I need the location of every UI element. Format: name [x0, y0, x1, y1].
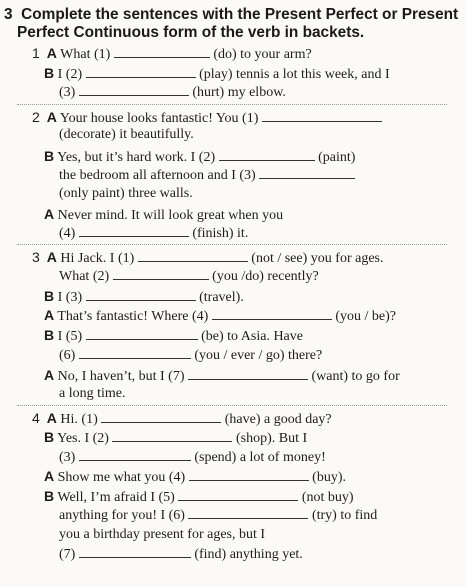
ex1-speaker-b: B — [44, 65, 55, 81]
ex4-a2-verb: (buy). — [312, 470, 346, 485]
ex4-blank-6[interactable] — [188, 506, 308, 519]
ex1-b-verb: (play) tennis a lot this week, and I — [199, 67, 390, 82]
ex2-number: 2 — [32, 109, 40, 125]
heading-text-1: Complete the sentences with the Present Perfect or Present — [21, 6, 459, 23]
ex2-a-l2: (decorate) it beautifully. — [59, 127, 194, 142]
ex1-blank-3[interactable] — [79, 83, 189, 96]
divider-2 — [17, 244, 447, 245]
ex4-b2-line2 — [59, 506, 377, 525]
ex3-a-text: Hi Jack. I (1) — [60, 251, 135, 266]
ex3-blank-5[interactable] — [86, 327, 198, 340]
ex1-b-text: I (2) — [57, 67, 83, 82]
ex1-blank-1[interactable] — [114, 45, 210, 58]
ex4-speaker-b2: B — [44, 488, 55, 504]
ex4-b-l2-verb: (spend) a lot of money! — [194, 450, 326, 465]
ex3-b-line1 — [44, 287, 244, 307]
ex2-b-line1 — [44, 147, 355, 167]
ex2-b-verb: (paint) — [318, 150, 356, 165]
ex4-a-verb: (have) a good day? — [224, 412, 332, 427]
ex2-a2-line1 — [44, 205, 283, 225]
ex1-speaker-a: A — [46, 45, 57, 61]
ex1-a-text: What (1) — [60, 47, 111, 62]
ex3-blank-7[interactable] — [188, 367, 308, 380]
ex4-number: 4 — [32, 410, 40, 426]
ex2-blank-3[interactable] — [259, 166, 355, 179]
ex4-b-line1 — [44, 428, 307, 448]
ex4-b2-line1 — [44, 487, 354, 507]
ex2-a2-line2 — [59, 224, 248, 243]
ex4-speaker-b: B — [44, 429, 55, 445]
ex4-blank-7[interactable] — [79, 545, 191, 558]
ex4-b2-l3: you a birthday present for ages, but I — [59, 527, 266, 542]
divider-1 — [17, 104, 447, 105]
ex3-blank-4[interactable] — [212, 307, 332, 320]
ex1-a-line1 — [32, 44, 312, 64]
ex3-a-verb: (not / see) you for ages. — [251, 251, 384, 266]
ex2-blank-4[interactable] — [79, 224, 189, 237]
ex3-a3-line2 — [59, 385, 126, 403]
ex4-a2-line1 — [44, 467, 346, 487]
ex3-b2-line2 — [59, 346, 322, 365]
ex3-a-line1 — [32, 248, 383, 268]
ex4-b2-l4-num: (7) — [59, 547, 76, 562]
ex4-b2-line4 — [59, 545, 303, 564]
ex4-a-line1 — [32, 409, 332, 429]
ex4-b-line2 — [59, 448, 326, 467]
ex3-b2-l2-num: (6) — [59, 348, 76, 363]
ex1-b-line1 — [44, 64, 390, 84]
ex4-b2-l4-verb: (find) anything yet. — [194, 547, 303, 562]
ex3-a-line2 — [59, 267, 319, 286]
ex4-b-text: Yes. I (2) — [57, 431, 109, 446]
ex2-a-text: Your house looks fantastic! You (1) — [59, 111, 259, 126]
ex4-b2-l2-text: anything for you! I (6) — [59, 508, 185, 523]
ex3-number: 3 — [32, 249, 40, 265]
ex2-a-line2 — [59, 126, 194, 144]
exercise-heading-line1 — [4, 6, 458, 24]
ex4-speaker-a: A — [46, 410, 57, 426]
ex3-a3-verb: (want) to go for — [311, 369, 400, 384]
ex1-a-verb: (do) to your arm? — [213, 47, 312, 62]
ex2-speaker-a: A — [46, 109, 57, 125]
ex2-a2-num: (4) — [59, 226, 76, 241]
ex3-a-l2-verb: (you /do) recently? — [212, 269, 319, 284]
ex2-blank-1[interactable] — [262, 109, 382, 122]
ex3-blank-1[interactable] — [138, 249, 248, 262]
exercise-heading-line2 — [17, 24, 364, 42]
ex2-a-line1 — [32, 108, 382, 128]
ex2-b-text: Yes, but it’s hard work. I (2) — [57, 150, 216, 165]
ex3-b2-text: I (5) — [57, 329, 83, 344]
ex1-b-l2-num: (3) — [59, 85, 76, 100]
ex3-speaker-a3: A — [44, 367, 55, 383]
ex2-b-l3: (only paint) three walls. — [59, 186, 193, 201]
divider-3 — [17, 405, 447, 406]
ex3-speaker-b: B — [44, 288, 55, 304]
ex3-a2-line1 — [44, 306, 396, 326]
ex3-a2-verb: (you / be)? — [335, 309, 396, 324]
ex2-speaker-b: B — [44, 148, 55, 164]
ex4-blank-3[interactable] — [79, 448, 191, 461]
heading-text-2: Perfect Continuous form of the verb in backets. — [17, 24, 365, 41]
ex4-b2-text: Well, I’m afraid I (5) — [57, 490, 175, 505]
ex2-blank-2[interactable] — [219, 148, 315, 161]
ex1-blank-2[interactable] — [86, 65, 196, 78]
ex3-speaker-a: A — [46, 249, 57, 265]
ex2-speaker-a2: A — [44, 206, 55, 222]
ex4-a2-text: Show me what you (4) — [57, 470, 186, 485]
ex4-b2-verb: (not buy) — [301, 490, 354, 505]
ex4-b-verb: (shop). But I — [235, 431, 308, 446]
ex3-b-verb: (travel). — [199, 290, 244, 305]
ex2-b-l2: the bedroom all afternoon and I (3) — [59, 168, 256, 183]
ex4-blank-4[interactable] — [189, 468, 309, 481]
ex3-speaker-b2: B — [44, 327, 55, 343]
ex3-blank-6[interactable] — [79, 346, 191, 359]
ex1-b-l2-verb: (hurt) my elbow. — [192, 85, 286, 100]
ex4-blank-5[interactable] — [178, 488, 298, 501]
ex2-b-line3 — [59, 185, 193, 203]
ex4-b2-l2-verb: (try) to find — [311, 508, 378, 523]
ex3-blank-2[interactable] — [113, 267, 209, 280]
ex4-blank-1[interactable] — [101, 410, 221, 423]
ex1-b-line2 — [59, 83, 286, 102]
ex1-number: 1 — [32, 45, 40, 61]
ex2-a2-text: Never mind. It will look great when you — [57, 208, 284, 223]
ex4-blank-2[interactable] — [112, 429, 232, 442]
ex3-a3-l2: a long time. — [59, 386, 126, 401]
ex3-blank-3[interactable] — [86, 288, 196, 301]
ex2-b-line2 — [59, 166, 355, 185]
ex3-a2-text: That’s fantastic! Where (4) — [57, 309, 209, 324]
ex3-speaker-a2: A — [44, 307, 55, 323]
ex4-b-l2-num: (3) — [59, 450, 76, 465]
exercise-number: 3 — [4, 6, 13, 23]
ex4-b2-line3 — [59, 526, 265, 544]
ex3-a-l2-text: What (2) — [59, 269, 110, 284]
ex4-a-text: Hi. (1) — [60, 412, 98, 427]
ex3-b-text: I (3) — [57, 290, 83, 305]
ex3-b2-l2-verb: (you / ever / go) there? — [194, 348, 323, 363]
ex4-speaker-a2: A — [44, 468, 55, 484]
ex3-a3-line1 — [44, 366, 400, 386]
ex3-b2-verb: (be) to Asia. Have — [201, 329, 303, 344]
ex3-b2-line1 — [44, 326, 303, 346]
ex3-a3-text: No, I haven’t, but I (7) — [57, 369, 185, 384]
ex2-a2-verb: (finish) it. — [192, 226, 249, 241]
